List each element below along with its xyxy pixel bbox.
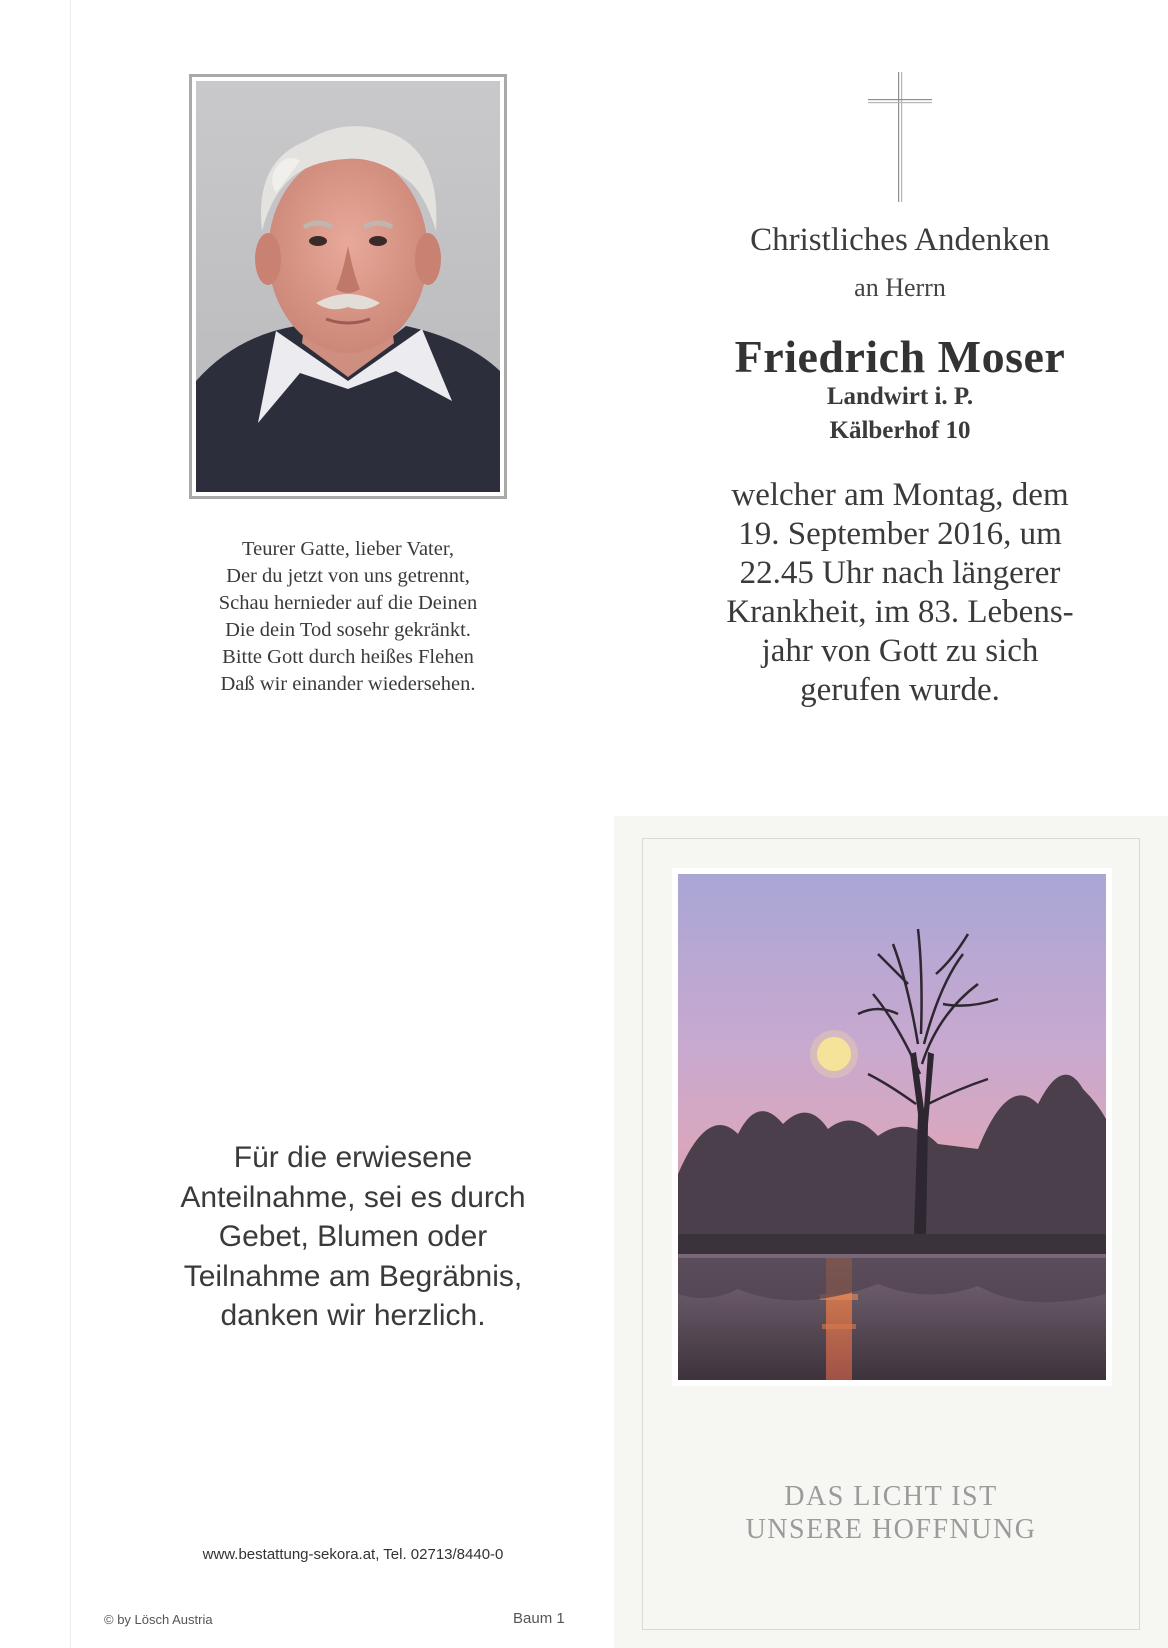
thanks-line: Teilnahme am Begräbnis,: [183, 1259, 523, 1293]
sunset-tree-lake-icon: [678, 874, 1106, 1380]
thanks-line: Anteilnahme, sei es durch: [180, 1180, 526, 1214]
copyright-notice: © by Lösch Austria: [104, 1612, 213, 1627]
poem-line: Der du jetzt von uns getrennt,: [226, 565, 470, 587]
funeral-home-contact: www.bestattung-sekora.at, Tel. 02713/8440-0: [202, 1546, 504, 1563]
poem-line: Teurer Gatte, lieber Vater,: [242, 538, 454, 560]
poem-line: Bitte Gott durch heißes Flehen: [222, 646, 474, 668]
portrait-photo: [189, 74, 507, 499]
address: Kälberhof 10: [829, 417, 971, 444]
cross-icon: [866, 72, 934, 202]
scan-fold-line: [70, 0, 71, 1648]
poem-line: Die dein Tod sosehr gekränkt.: [225, 619, 471, 641]
design-code: Baum 1: [513, 1610, 565, 1627]
portrait-photo-icon: [196, 81, 500, 492]
thanks-line: Gebet, Blumen oder: [218, 1220, 488, 1253]
heading: Christliches Andenken: [750, 222, 1050, 258]
poem-line: Daß wir einander wiedersehen.: [220, 673, 476, 695]
death-notice-line: jahr von Gott zu sich: [761, 633, 1039, 669]
thanks-line: Für die erwiesene: [233, 1141, 473, 1174]
picture-card: [614, 816, 1168, 1648]
deceased-name: Friedrich Moser: [734, 331, 1066, 382]
thanks-line: danken wir herzlich.: [220, 1299, 486, 1332]
thanks-message: [120, 1138, 586, 1336]
death-notice-line: 22.45 Uhr nach längerer: [739, 555, 1061, 591]
motto-line-2: UNSERE HOFFNUNG: [745, 1514, 1037, 1545]
death-notice-line: welcher am Montag, dem: [731, 477, 1069, 513]
death-notice-line: 19. September 2016, um: [738, 516, 1062, 552]
occupation: Landwirt i. P.: [826, 383, 974, 410]
death-notice-line: gerufen wurde.: [800, 672, 1000, 708]
death-notice: [680, 476, 1120, 710]
salutation: an Herrn: [854, 273, 946, 302]
motto-line-1: DAS LICHT IST: [784, 1481, 998, 1512]
poem: [150, 536, 546, 698]
death-notice-line: Krankheit, im 83. Lebens-: [726, 594, 1074, 630]
landscape-picture: [672, 868, 1112, 1386]
poem-line: Schau hernieder auf die Deinen: [218, 592, 478, 614]
